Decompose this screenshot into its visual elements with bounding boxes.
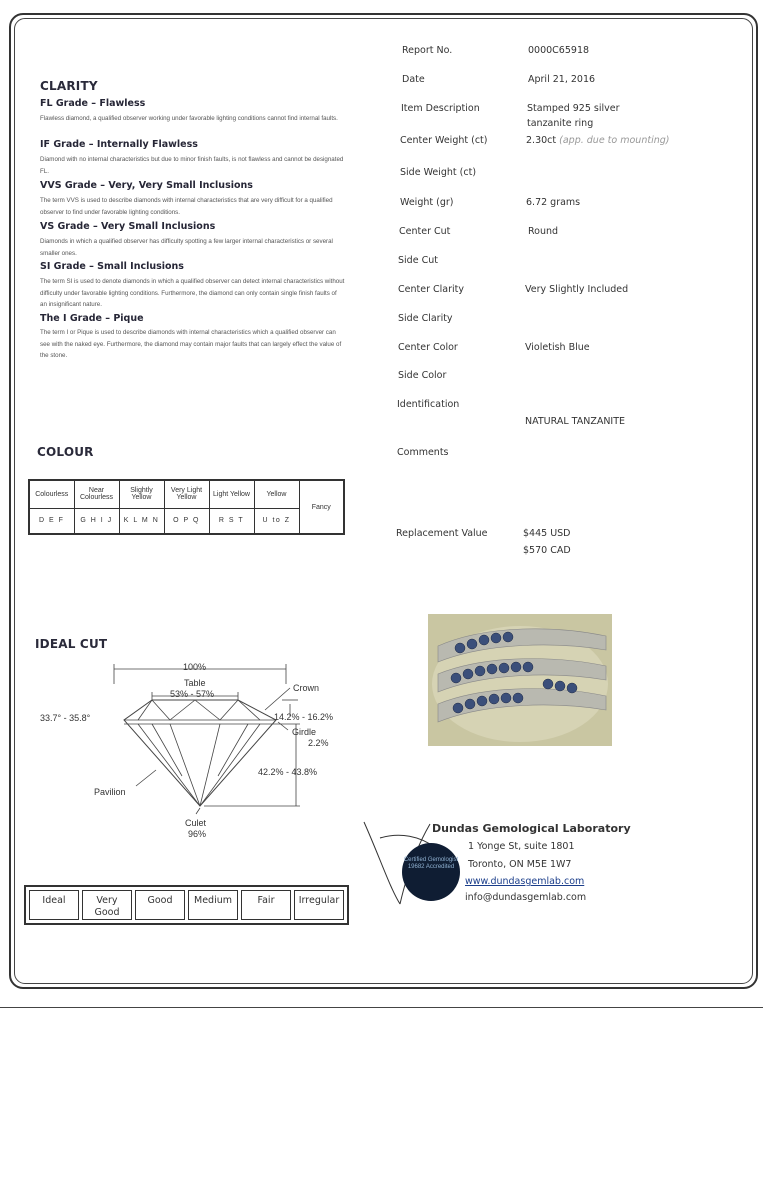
grade-if-heading: IF Grade – Internally Flawless	[40, 139, 198, 150]
label-side-weight: Side Weight (ct)	[400, 167, 477, 178]
value-replacement-cad: $570 CAD	[523, 545, 571, 556]
label-center-weight: Center Weight (ct)	[400, 135, 488, 146]
label-center-cut: Center Cut	[399, 226, 451, 237]
grade-fl-text: Flawless diamond, a qualified observer working under favorable lighting conditions cannot find internal faults.	[40, 115, 338, 122]
dia-pavilion-label: Pavilion	[94, 787, 126, 797]
cut-grade-very-good: Very Good	[82, 890, 132, 920]
value-center-weight	[526, 135, 669, 146]
value-center-color: Violetish Blue	[525, 342, 590, 353]
dia-crown-angle: 33.7° - 35.8°	[40, 713, 91, 723]
dia-table-title: Table	[184, 678, 206, 688]
label-date: Date	[402, 74, 425, 85]
value-item-description: Stamped 925 silver	[527, 103, 620, 114]
lab-address-line1: 1 Yonge St, suite 1801	[468, 841, 575, 852]
center-weight-number: 2.30ct	[526, 135, 557, 146]
label-center-clarity: Center Clarity	[398, 284, 464, 295]
colour-letters-opq: O P Q	[164, 508, 209, 534]
colour-letters-def: D E F	[29, 508, 74, 534]
dia-pavilion-depth: 42.2% - 43.8%	[258, 767, 318, 777]
grade-i-text: The term I or Pique is used to describe diamonds with internal characteristics which a qualified observer can see with the naked eye. Furthermore, the diamond may contain major faults that can largely effect the value of the stone.	[40, 329, 342, 359]
label-replacement-value: Replacement Value	[396, 528, 488, 539]
colour-cell-fancy: Fancy	[299, 480, 344, 534]
grade-vs-heading: VS Grade – Very Small Inclusions	[40, 221, 216, 232]
value-center-cut: Round	[528, 226, 559, 237]
colour-letters-ghij: G H I J	[74, 508, 119, 534]
grade-vs-text: Diamonds in which a qualified observer has difficulty spotting a few larger internal characteristics or several smaller ones.	[40, 238, 333, 257]
colour-scale-table	[28, 479, 345, 535]
colour-cell-light-yellow: Light Yellow	[209, 480, 254, 508]
dia-culet-label: Culet	[185, 818, 207, 828]
colour-cell-near-colourless: Near Colourless	[74, 480, 119, 508]
grade-i-heading: The I Grade – Pique	[40, 313, 144, 324]
lab-website-link[interactable]: www.dundasgemlab.com	[465, 876, 585, 887]
clarity-title: CLARITY	[40, 79, 98, 93]
value-report-no: 0000C65918	[528, 45, 590, 56]
grade-vvs-heading: VVS Grade – Very, Very Small Inclusions	[40, 180, 253, 191]
dia-table-range: 53% - 57%	[170, 689, 215, 699]
lab-name: Dundas Gemological Laboratory	[432, 822, 631, 835]
label-item-description: Item Description	[401, 103, 480, 114]
label-side-color: Side Color	[398, 370, 447, 381]
dia-crown-label: Crown	[293, 683, 320, 693]
lab-address-line2: Toronto, ON M5E 1W7	[468, 859, 572, 870]
cut-grade-good: Good	[135, 890, 185, 920]
dia-girdle-label: Girdle	[292, 727, 317, 737]
value-replacement-usd: $445 USD	[523, 528, 571, 539]
gemologist-seal-icon: Certified Gemologist 19682 Accredited	[402, 843, 460, 901]
colour-letters-klmn: K L M N	[119, 508, 164, 534]
colour-letters-u-to-z: U to Z	[254, 508, 299, 534]
colour-cell-slightly-yellow: Slightly Yellow	[119, 480, 164, 508]
lab-email: info@dundasgemlab.com	[465, 892, 587, 903]
label-comments: Comments	[397, 447, 449, 458]
value-date: April 21, 2016	[528, 74, 596, 85]
value-weight-gr: 6.72 grams	[526, 197, 581, 208]
colour-cell-very-light-yellow: Very Light Yellow	[164, 480, 209, 508]
dia-width-label: 100%	[183, 662, 207, 672]
cut-grade-irregular: Irregular	[294, 890, 344, 920]
dia-girdle-value: 2.2%	[308, 738, 329, 748]
grade-vvs-text: The term VVS is used to describe diamonds with internal characteristics that are very difficult for a qualified observer to find under favorable lighting conditions.	[40, 197, 333, 216]
page-divider	[0, 1007, 763, 1008]
label-identification: Identification	[397, 399, 460, 410]
ring-photo	[428, 614, 612, 746]
colour-cell-yellow: Yellow	[254, 480, 299, 508]
ring-illustration	[428, 614, 612, 746]
label-side-cut: Side Cut	[398, 255, 438, 266]
grade-si-text: The term SI is used to denote diamonds in which a qualified observer can detect internal characteristics without difficulty under favorable lighting conditions. Furthermore, the diamond can only contain single finish faults of an insignificant nature.	[40, 278, 345, 308]
cut-grade-fair: Fair	[241, 890, 291, 920]
grade-if-text: Diamond with no internal characteristics but due to minor finish faults, is not flawless and cannot be designated FL.	[40, 156, 344, 175]
colour-title: COLOUR	[37, 445, 94, 459]
value-identification: NATURAL TANZANITE	[525, 416, 626, 427]
colour-letters-rst: R S T	[209, 508, 254, 534]
cut-grade-medium: Medium	[188, 890, 238, 920]
cut-grade-ideal: Ideal	[29, 890, 79, 920]
label-center-color: Center Color	[398, 342, 458, 353]
ideal-cut-title: IDEAL CUT	[35, 637, 108, 651]
grade-si-heading: SI Grade – Small Inclusions	[40, 261, 184, 272]
cut-grade-table	[24, 885, 349, 925]
dia-crown-height: 14.2% - 16.2%	[274, 712, 334, 722]
value-item-description-line2: tanzanite ring	[527, 118, 594, 129]
dia-culet-value: 96%	[188, 829, 207, 839]
label-report-no: Report No.	[402, 45, 453, 56]
label-weight-gr: Weight (gr)	[400, 197, 454, 208]
center-weight-note: (app. due to mounting)	[559, 135, 670, 146]
grade-fl-heading: FL Grade – Flawless	[40, 98, 146, 109]
label-side-clarity: Side Clarity	[398, 313, 453, 324]
value-center-clarity: Very Slightly Included	[525, 284, 629, 295]
colour-cell-colourless: Colourless	[29, 480, 74, 508]
